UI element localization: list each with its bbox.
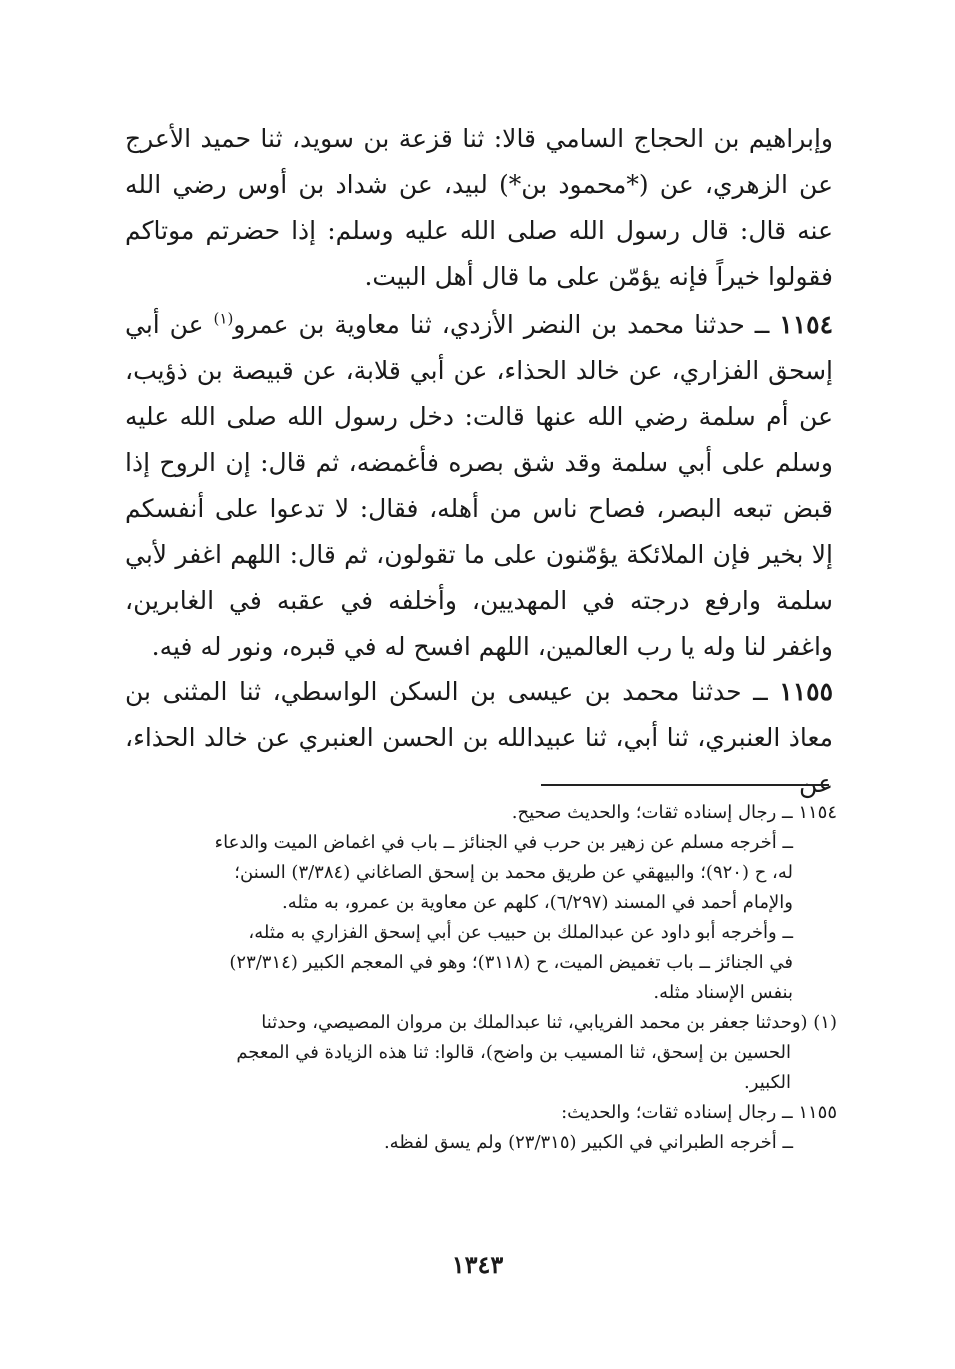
- footnote-line: ١١٥٤ ــ رجال إسناده ثقات؛ والحديث صحيح.: [511, 802, 837, 823]
- hadith-dash: ــ: [741, 677, 780, 706]
- footnote-marker: (١): [213, 309, 234, 328]
- footnote-line: ــ وأخرجه أبو داود عن عبدالملك بن حبيب عن أبي إسحق الفزاري به مثله،: [248, 922, 793, 943]
- hadith-1154-text: [125, 302, 833, 670]
- footnote-divider: [541, 784, 829, 786]
- hadith-text-part: عن أبي إسحق الفزاري، عن خالد الحذاء، عن أبي قلابة، عن قبيصة بن ذؤيب، عن أم سلمة رضي الله عنها قالت: دخل رسول الله صلى الله عليه وسلم على أبي سلمة وقد شق بصره فأغمضه، ثم قال: إن الروح إذا قبض تبعه البصر، فصاح ناس من أهله، فقال: لا تدعوا على أنفسكم إلا بخير فإن الملائكة يؤمّنون على ما تقولون، ثم قال: اللهم اغفر لأبي سلمة وارفع درجته في المهديين، وأخلفه في عقبه في الغابرين، واغفر لنا وله يا رب العالمين، اللهم افسح له في قبره، ونور له فيه.: [125, 310, 833, 661]
- footnote-line: ١١٥٥ ــ رجال إسناده ثقات؛ والحديث:: [561, 1102, 837, 1123]
- footnotes-section: [121, 798, 837, 1158]
- footnote-line: بنفس الإسناد مثله.: [653, 982, 793, 1003]
- footnote-line: الحسين بن إسحق، ثنا المسيب بن واضح)، قالوا: ثنا هذه الزيادة في المعجم: [236, 1042, 791, 1063]
- footnote-line: (١) (وحدثنا جعفر بن محمد الفريابي، ثنا عبدالملك بن مروان المصيصي، وحدثنا: [261, 1012, 837, 1033]
- hadith-dash: ــ: [744, 310, 780, 339]
- hadith-number: ١١٥٥: [779, 677, 833, 706]
- hadith-number: ١١٥٤: [779, 310, 833, 339]
- paragraph-text: وإبراهيم بن الحجاج السامي قالا: ثنا قزعة بن سويد، ثنا حميد الأعرج عن الزهري، عن (*محمود بن*) لبيد، عن شداد بن أوس رضي الله عنه قال: قال رسول الله صلى الله عليه وسلم: إذا حضرتم موتاكم فقولوا خيراً فإنه يؤمّن على ما قال أهل البيت.: [125, 124, 833, 291]
- hadith-1155: [125, 669, 833, 807]
- footnote-line: الكبير.: [744, 1072, 791, 1093]
- hadith-text-part: حدثنا محمد بن عيسى بن السكن الواسطي، ثنا المثنى بن معاذ العنبري، ثنا أبي، ثنا عبيدالله بن الحسن العنبري عن خالد الحذاء، عن: [125, 677, 833, 798]
- page-number: ١٣٤٣: [451, 1250, 504, 1279]
- footnote-line: ــ أخرجه مسلم عن زهير بن حرب في الجنائز ــ باب في اغماض الميت والدعاء: [214, 832, 793, 853]
- paragraph-continuation: [125, 116, 833, 300]
- footnote-line: والإمام أحمد في المسند (٦/٢٩٧)، كلهم عن معاوية بن عمرو، به مثله.: [282, 892, 793, 913]
- hadith-1154: [125, 302, 833, 670]
- hadith-1155-text: [125, 669, 833, 807]
- hadith-text-part: حدثنا محمد بن النضر الأزدي، ثنا معاوية بن عمرو: [233, 310, 745, 339]
- footnote-line: له، ح (٩٢٠)؛ والبيهقي عن طريق محمد بن إسحق الصاغاني (٣/٣٨٤) السنن؛: [234, 862, 793, 883]
- footnote-line: ــ أخرجه الطبراني في الكبير (٢٣/٣١٥) ولم يسق لفظه.: [383, 1132, 793, 1153]
- footnote-line: في الجنائز ــ باب تغميض الميت، ح (٣١١٨)؛ وهو في المعجم الكبير (٢٣/٣١٤): [229, 952, 793, 973]
